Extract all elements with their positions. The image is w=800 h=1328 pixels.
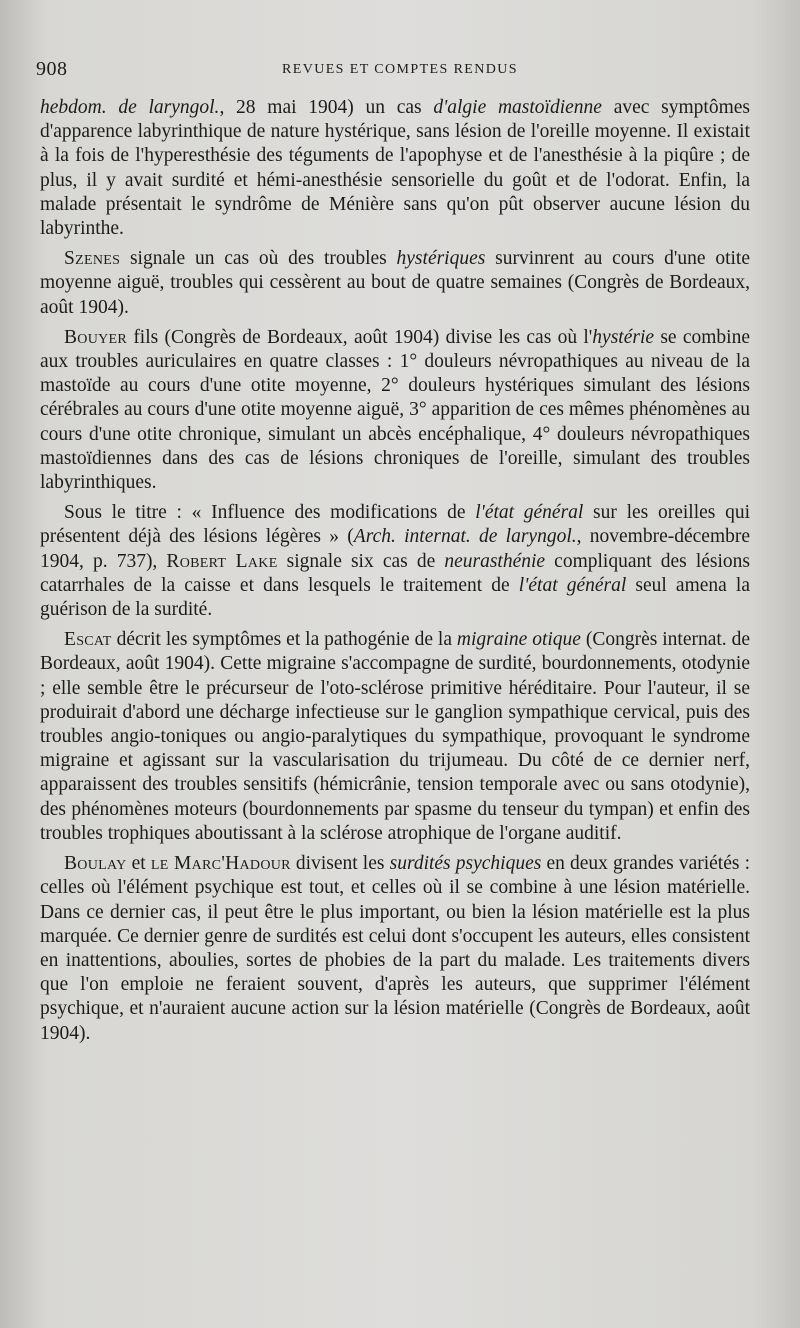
paragraph-robert-lake — [40, 501, 750, 622]
italic-term: Arch. internat. de laryngol. — [353, 526, 577, 548]
paragraph-bouyer — [40, 326, 750, 495]
text-run: décrit les symptômes et la pathogénie de la — [111, 629, 457, 651]
text-run: Sous le titre : « Influence des modifications de — [64, 502, 476, 524]
text-run: seul amena la guérison de la surdité. — [40, 574, 751, 621]
author-name: Escat — [64, 629, 112, 651]
text-run: signale six cas de — [277, 550, 445, 572]
article-body — [40, 96, 750, 1046]
running-head: REVUES ET COMPTES RENDUS — [282, 62, 518, 77]
text-run: divisent les — [290, 853, 390, 875]
text-run: se combine aux troubles auriculaires en quatre classes : 1° douleurs névropathiques au niveau de la mastoïde au cours d'une otite moyenne, 2° douleurs hystériques simulant des lésions cérébrales au cours d'une otite moyenne aiguë, 3° apparition de ces mêmes phénomènes au cours d'une otite chronique, simulant un abcès encéphalique, 4° douleurs névropathiques mastoïdiennes dans des cas de lésions chroniques de l'oreille, simulant des troubles labyrinthiques. — [40, 326, 750, 494]
text-run: en deux grandes variétés : celles où l'élément psychique est tout, et celles où il se combine à une lésion matérielle. Dans ce dernier cas, il peut être le plus important, ou bien la lésion matérielle est la plus marquée. Ce dernier genre de surdités est celui dont s'occupent les auteurs, elles consistent en inattentions, aboulies, sortes de phobies de la part du malade. Les traitements divers que l'on emploie ne feraient souvent, d'après les auteurs, que supprimer l'élément psychique, et n'auraient aucune action sur la lésion matérielle (Congrès de Bordeaux, août 1904). — [40, 853, 750, 1044]
author-name: Boulay — [64, 853, 127, 875]
paragraph-szenes — [40, 247, 750, 320]
paragraph-escat — [40, 628, 750, 846]
author-name: Szenes — [64, 248, 121, 270]
paragraph-boulay — [40, 852, 750, 1046]
text-run: (Congrès internat. de Bordeaux, août 1904). Cette migraine s'accompagne de surdité, bourdonnements, otodynie ; elle semble être le précurseur de l'oto-sclérose primitive héréditaire. Pour l'auteur, il se produirait d'abord une décharge infectieuse sur le ganglion sympathique cervical, puis des troubles angio-toniques ou angio-paralytiques du sympathique, provoquant le syndrome migraine et agissant sur la vascularisation du trijumeau. Du côté de ce dernier nerf, apparaissent des troubles sensitifs (hémicrânie, tension temporale avec ou sans otodynie), des phénomènes moteurs (bourdonnements par spasme du tenseur du tympan) et enfin des troubles trophiques aboutissant à la sclérose atrophique de l'organe auditif. — [40, 629, 750, 844]
italic-term: hystérie — [592, 326, 655, 348]
italic-term: hystériques — [396, 248, 486, 270]
page-number: 908 — [36, 58, 68, 80]
text-run: , novembre-décembre 1904, p. 737), — [40, 526, 751, 572]
italic-term: migraine otique — [456, 629, 581, 651]
author-name: le Marc'Hadour — [150, 853, 291, 875]
text-run: sur les oreilles qui présentent déjà des lésions légères » ( — [40, 502, 750, 548]
text-run: compliquant des lésions catarrhales de la caisse et dans lesquels le traitement de — [40, 550, 750, 596]
page-header — [0, 58, 800, 88]
author-name: Robert Lake — [166, 550, 278, 572]
italic-term: d'algie mastoïdienne — [433, 97, 602, 118]
italic-term: surdités psychiques — [389, 853, 542, 875]
italic-term: l'état général — [475, 502, 584, 524]
author-name: Bouyer — [64, 326, 128, 348]
italic-term: hebdom. de laryngol. — [40, 97, 220, 118]
paragraph-algie-mastoidienne — [40, 96, 750, 241]
italic-term: l'état général — [518, 574, 627, 596]
text-run: avec symptômes d'apparence labyrinthique de nature hystérique, sans lésion de l'oreille moyenne. Il existait à la fois de l'hyperesthésie des téguments de l'apophyse et de l'anesthésie à la piqûre ; de plus, il y avait surdité et hémi-anesthésie sensorielle du goût et de l'odorat. Enfin, la malade présentait le syndrôme de Ménière sans qu'on pût observer aucune lésion du labyrinthe. — [40, 97, 750, 240]
text-run: , 28 mai 1904) un cas — [219, 97, 434, 118]
text-run: et — [126, 853, 151, 875]
italic-term: neurasthénie — [444, 550, 546, 572]
text-run: survinrent au cours d'une otite moyenne aiguë, troubles qui cessèrent au bout de quatre semaines (Congrès de Bordeaux, août 1904). — [40, 248, 750, 318]
text-run: signale un cas où des troubles — [120, 248, 397, 270]
text-run: fils (Congrès de Bordeaux, août 1904) divise les cas où l' — [127, 326, 593, 348]
